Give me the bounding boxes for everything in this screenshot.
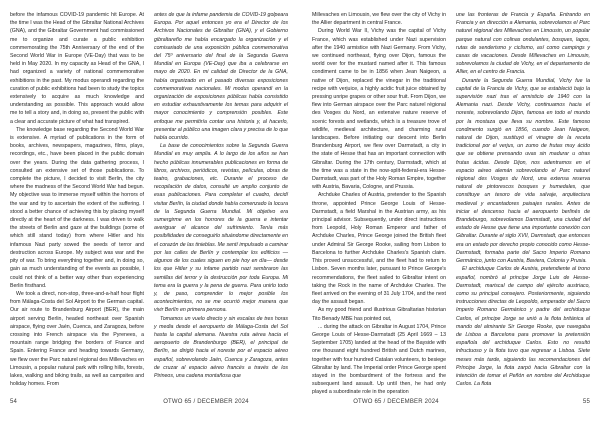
paragraph: During World War II, Vichy was the capital of Vichy France, which was established under Nazi supervision after the 1940 armistice with Nazi Germany. From Vichy, we continued northeast, flying over Dijon, famous the world over for the mustard named after it. This famous condiment came to be in 1856 when Jean Naigeon, a native of Dijon, replaced the vinegar in the traditional recipe with verjuice, a highly acidic fruit juice obtained by pressing unripe grapes or other sour fruit. From Dijon, we flew into German airspace over the Parc naturel régional des Vosges du Nord, an extensive nature reserve of scenic forests and wetlands, which is a treasure trove of wildlife, medieval architecture, and charming rural landscapes. Before initiating our descent into Berlin Brandenburg Airport, we flew over Darmstadt, a city in the state of Hesse that has an important connection with Gibraltar. During the 17th century, Darmstadt, which at the time was a state in the now-split-federal-era Hesse-Darmstadt, was part of the Holy Roman Empire, together with Austria, Bavaria, Cologne, and Prussia. [312, 28, 446, 191]
paragraph: une las fronteras de Francia y España. Entrando en Francia y en dirección a Alemania, sobrevolamos el Parc naturel régional des Millevaches en Limousin, un popular parque natural con colinas ondulantes, bosques, lagos, rutas de senderismo y ciclismo, así como campings y casas de vacaciones. Desde Millevaches en Limousin, sobrevolamos la ciudad de Vichy, en el departamento de Allier, en el centro de Francia. [456, 12, 590, 76]
paragraph: El archiduque Carlos de Austria, pretendiente al trono español, nombró al príncipe Jorge Luis de Hesse-Darmstadt, mariscal de campo del ejército austriaco, como su principal consejero. Posteriormente, siguiendo instrucciones directas de Leopoldo, emperador del Sacro Imperio Romano Germánico y padre del archiduque Carlos, el príncipe Jorge se unió a la flota británica al mando del almirante Sir George Rooke, que navegaba de Lisboa a Barcelona para promover la pretensión española del archiduque Carlos. Esto no resultó infructuoso y la flota tuvo que regresar a Lisboa. Siete meses más tarde, siguiendo las recomendaciones del Príncipe Jorge, la flota zarpó hacia Gibraltar con la intención de tomar el Peñón en nombre del Archiduque Carlos. La flota [456, 266, 590, 388]
column-left-english [10, 11, 144, 388]
issue-label-left: OTWO 65 / DECEMBER 2024 [163, 399, 249, 405]
paragraph: We took a direct, non-stop, three-and-a-half hour flight from Málaga-Costa del Sol Airport to the German capital. Our air route to Brandenburg Airport (BER), the main airport serving Berlin, headed northeast over Spanish airspace, flying over Jaén, Cuenca, and Zaragoza, before crossing into French airspace via the Pyrenees, a mountain range bridging the borders of France and Spain. Entering France and heading towards Germany, we flew over the Parc naturel régional des Millevaches en Limousin, a popular natural park with rolling hills, forests, lakes, walking and biking trails, as well as campsites and holiday homes. From [10, 290, 144, 388]
column-right-english [312, 11, 446, 396]
column-right-spanish [456, 11, 590, 388]
paragraph: Archduke Charles of Austria, pretender to the Spanish throne, appointed Prince George Louis of Hesse-Darmstadt, a field Marshal in the Austrian army, as his principal advisor. Subsequently, under direct instructions from Leopold, Holy Roman Emperor and father of Archduke Charles, Prince George joined the British fleet under Admiral Sir George Rooke, sailing from Lisbon to Barcelona to further Archduke Charles's Spanish claim. This proved unsuccessful, and the fleet had to return to Lisbon. Seven months later, pursuant to Prince George's recommendations, the fleet sailed to Gibraltar intent on taking the Rock in the name of Archduke Charles. The fleet arrived on the evening of 31 July 1704, and the next day the assault began. [312, 192, 446, 306]
paragraph: La base de conocimientos sobre la Segunda Guerra Mundial es muy amplia. A lo largo de los años se han hecho públicas innumerables publicaciones en forma de libros, archivos, periódicos, revistas, películas, obras de teatro, grabaciones, etc. Durante el proceso de recopilación de datos, consulté un amplio conjunto de esas publicaciones. Para completar el cuadro, decidí visitar Berlín, la ciudad donde había comenzado la locura de la Segunda Guerra Mundial. Mi objetivo era sumergirme en los horrores de la guerra e intentar averiguar el alcance del sufrimiento. Tenía más posibilidades de conseguirlo situándome directamente en el corazón de las tinieblas. Me sentí impulsado a caminar por las calles de Berlín y contemplar los edificios —algunos de los cuales siguen en pie hoy en día— desde los que Hitler y su infame partido nazi sembraron las semillas del terror y la destrucción por toda Europa. Mi tema era la guerra y la pena de guerra. Para unirlo todo y, de paso, comprender lo mejor posible los acontecimientos, no se me ocurrió mejor manera que vivir Berlín en primera persona. [154, 143, 288, 314]
paragraph: The knowledge base regarding the Second World War is extensive. A myriad of publications in the form of books, archives, newspapers, magazines, films, plays, recordings, etc., have been placed in the public domain over the years. During the data gathering process, I consulted an extensive set of those publications. To complete the picture, I decided to visit Berlin, the city where the madness of the Second World War had begun. My objective was to immerse myself within the horrors of the war and try to ascertain the extent of the suffering. I stood a better chance of achieving this by placing myself directly at the heart of the darkness. I was driven to walk the streets of Berlin and gaze at the buildings (some of which still stand today) from where Hitler and his infamous Nazi party sowed the seeds of terror and destruction across Europe. My subject was war and the pity of war. To bring everything together and, in doing so, gain as much understanding of the events as possible, I could not think of a better way other than experiencing Berlin firsthand. [10, 126, 144, 289]
paragraph: ... during the attack on Gibraltar in August 1704, Prince George Louis of Hesse-Darmstadt (25 April 1669 – 13 September 1705) landed at the head of the Bayside with one thousand eight hundred British and Dutch marines, together with four hundred Catalan volunteers, to besiege Gibraltar by land. The Imperial order Prince George spent stayed in the bombardment of the fortress and the subsequent land assault. Up until then, he had only played a subordinate role in the operation [312, 323, 446, 396]
paragraph: Millevaches en Limousin, we flew over the city of Vichy in the Allier department in central France. [312, 12, 446, 27]
paragraph: antes de que la infame pandemia de COVID-19 golpeara Europa. Por aquel entonces yo era el Director de los Archivos Nacionales de Gibraltar (GNA), y el Gobierno gibraltareño me había encargado la organización y el comisariado de una exposición pública conmemorativa del 75º aniversario del final de la Segunda Guerra Mundial en Europa (VE-Day) que iba a celebrarse en mayo de 2020. En mi calidad de Director de la GNA, había organizado en el pasado diversas exposiciones conmemorativas nacionales. Mi modus operandi en la organización de exposiciones públicas había consistido en estudiar exhaustivamente los temas para adquirir el mayor conocimiento y comprensión posibles. Este enfoque me permitiría contar una historia y, al hacerlo, presentar al público una imagen clara y precisa de lo que había ocurrido. [154, 12, 288, 142]
column-left-spanish [154, 11, 288, 377]
paragraph: Durante la Segunda Guerra Mundial, Vichy fue la capital de la Francia de Vichy, que se estableció bajo la supervisión nazi tras el armisticio de 1940 con la Alemania nazi. Desde Vichy, continuamos hacia el noreste, sobrevolando Dijon, famosa en todo el mundo por la mostaza que lleva su nombre. Este famoso condimento surgió en 1856, cuando Jean Naigeon, natural de Dijon, sustituyó el vinagre de la receta tradicional por el verjus, un zumo de frutas muy ácido que se obtiene prensando uvas sin madurar u otras frutas ácidas. Desde Dijon, nos adentramos en el espacio aéreo alemán sobrevolando el Parc naturel régional des Vosges du Nord, una extensa reserva natural de pintorescos bosques y humedales, que constituye un tesoro de vida salvaje, arquitectura medieval y encantadores paisajes rurales. Antes de iniciar el descenso hacia el aeropuerto berlinés de Brandeburgo, sobrevolamos Darmstadt, una ciudad del estado de Hesse que tiene una importante conexión con Gibraltar. Durante el siglo XVII, Darmstadt, que entonces era un estado por derecho propio conocido como Hesse-Darmstadt, formaba parte del Sacro Imperio Romano Germánico, junto con Austria, Baviera, Colonia y Prusia. [456, 77, 590, 265]
paragraph: Tomamos un vuelo directo y sin escalas de tres horas y media desde el aeropuerto de Málaga-Costa del Sol hasta la capital alemana. Nuestra ruta aérea hacia el aeropuerto de Brandenburgo (BER), el principal de Berlín, se dirigió hacia el noreste por el espacio aéreo español, sobrevolando Jaén, Cuenca y Zaragoza, antes de cruzar al espacio aéreo francés a través de los Pirineos, una cadena montañosa que [154, 315, 288, 379]
issue-label-right: OTWO 65 / DECEMBER 2024 [353, 399, 439, 405]
page-number-left: 54 [10, 399, 18, 405]
page-number-right: 55 [582, 399, 590, 405]
paragraph: before the infamous COVID-19 pandemic hit Europe. At the time I was the Head of the Gibraltar National Archives (GNA), and the Gibraltar Government had commissioned me to organize and curate a public exhibition commemorating the 75th Anniversary of the end of the Second World War in Europe (VE-Day) that was to be held in May 2020. In my capacity as Head of the GNA, I had organized a variety of national commemorative exhibitions in the past. My modus operandi regarding the curation of public exhibitions had been to study the topics extensively to acquire as much knowledge and understanding as possible. This approach would allow me to tell a story and, in doing so, present the public with a clear and accurate picture of what had transpired. [10, 12, 144, 125]
paragraph: As my good friend and illustrious Gibraltarian historian Tito Benady MBE has pointed out, [312, 307, 446, 322]
